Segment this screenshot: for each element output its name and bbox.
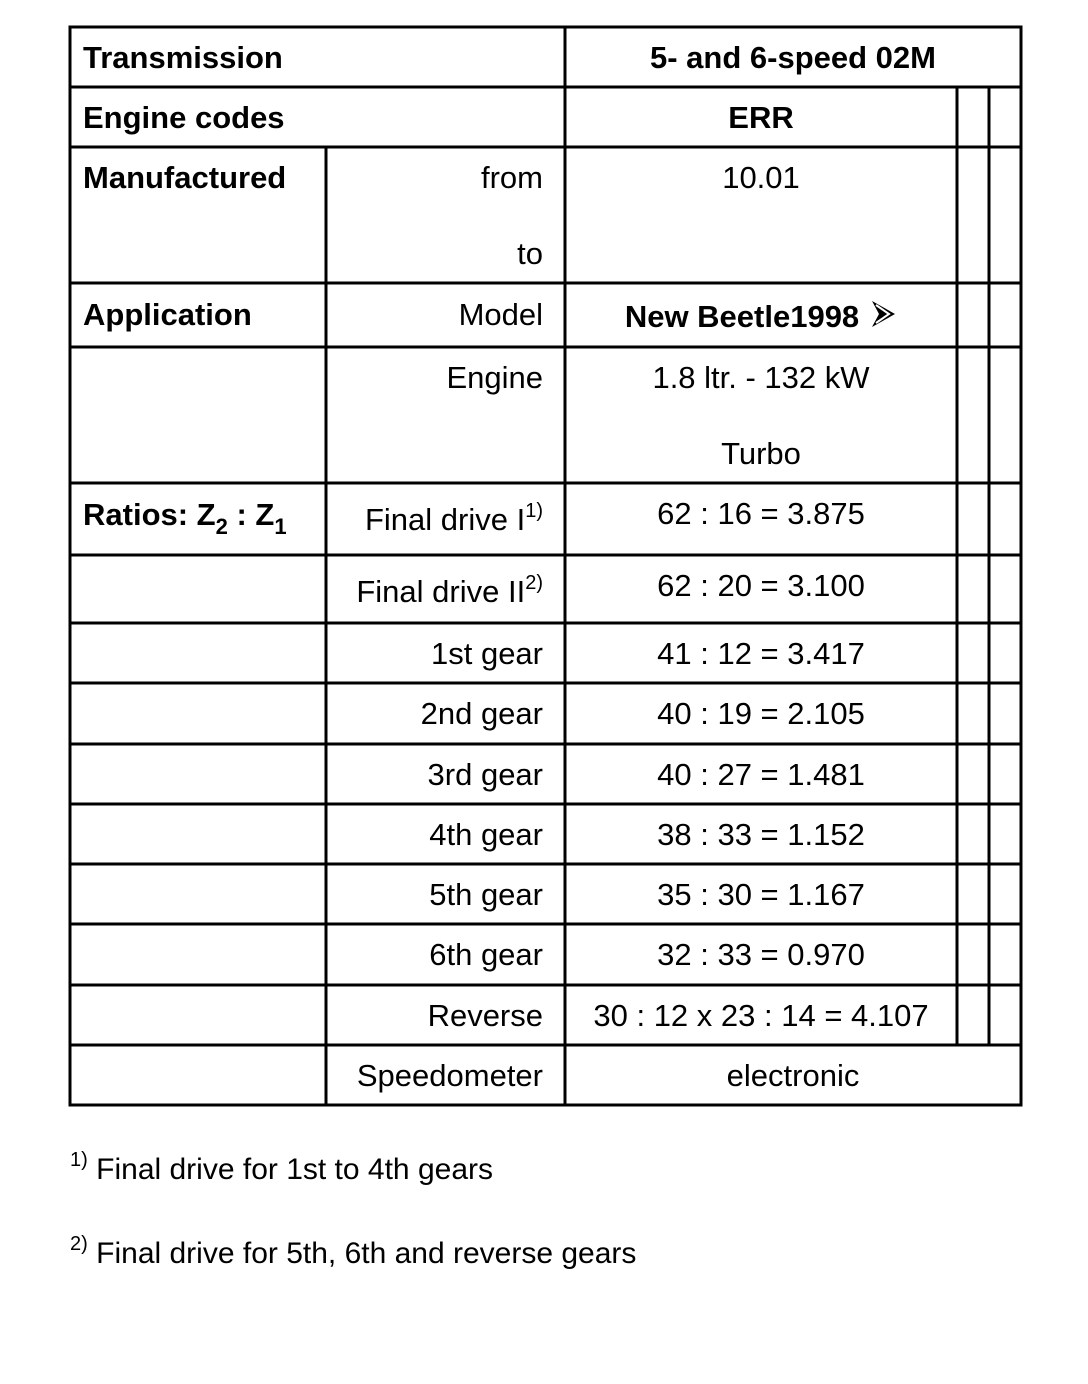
manufactured-from-value: 10.01 [722,160,800,195]
ratio-row-value: 38 : 33 = 1.152 [657,817,865,852]
ratio-row-label: 4th gear [429,817,543,852]
ratio-row-value: 41 : 12 = 3.417 [657,636,865,671]
model-label: Model [458,297,543,332]
footnote-2 [70,1233,637,1272]
ratios-label-prefix: Ratios: Z [83,497,216,532]
ratio-row-value: 40 : 19 = 2.105 [657,696,865,731]
ratio-row-value: 35 : 30 = 1.167 [657,877,865,912]
manufactured-label: Manufactured [83,160,287,195]
ratio-row-value: 62 : 20 = 3.100 [657,568,865,603]
model-value-cell [565,299,957,335]
ratios-label [83,497,287,539]
arrow-right-icon [869,299,897,329]
footnote-ref: 1) [525,500,543,522]
ratio-row-label [326,502,543,538]
ratio-label-text: Final drive I [364,502,526,537]
footnote-ref: 2) [525,572,543,594]
ratio-row-label: Reverse [427,998,543,1033]
ratio-row-label: 2nd gear [420,696,543,731]
footnote-mark: 2) [70,1233,88,1255]
ratio-row-label: 1st gear [430,636,543,671]
manufactured-to-label: to [517,236,543,271]
ratio-row-value: 32 : 33 = 0.970 [657,937,865,972]
ratios-sub-2: 2 [215,514,228,539]
engine-codes-value: ERR [728,100,794,135]
engine-codes-label: Engine codes [83,100,285,135]
transmission-label: Transmission [83,40,283,75]
ratio-row-label: 6th gear [429,937,543,972]
model-value: New Beetle1998 [624,299,860,334]
ratio-row-label [326,574,543,610]
ratio-row-value: 62 : 16 = 3.875 [657,496,865,531]
ratio-row-label: 5th gear [429,877,543,912]
footnote-1 [70,1149,493,1188]
ratio-row-label: Speedometer [356,1058,543,1093]
footnote-mark: 1) [70,1149,88,1171]
footnote-text: Final drive for 5th, 6th and reverse gears [96,1237,637,1270]
ratio-row-value: 40 : 27 = 1.481 [657,757,865,792]
footnote-text: Final drive for 1st to 4th gears [96,1153,493,1186]
ratio-row-value: 30 : 12 x 23 : 14 = 4.107 [593,998,929,1033]
ratio-row-value: electronic [726,1058,860,1093]
ratio-row-label: 3rd gear [427,757,543,792]
manufactured-from-label: from [481,160,543,195]
transmission-value: 5- and 6-speed 02M [650,40,936,75]
application-label: Application [83,297,252,332]
engine-label: Engine [446,360,543,395]
ratios-sub-1: 1 [274,514,287,539]
ratios-label-mid: : Z [227,497,275,532]
engine-value-line2: Turbo [721,436,801,471]
engine-value-line1: 1.8 ltr. - 132 kW [652,360,870,395]
ratio-label-text: Final drive II [356,574,526,609]
